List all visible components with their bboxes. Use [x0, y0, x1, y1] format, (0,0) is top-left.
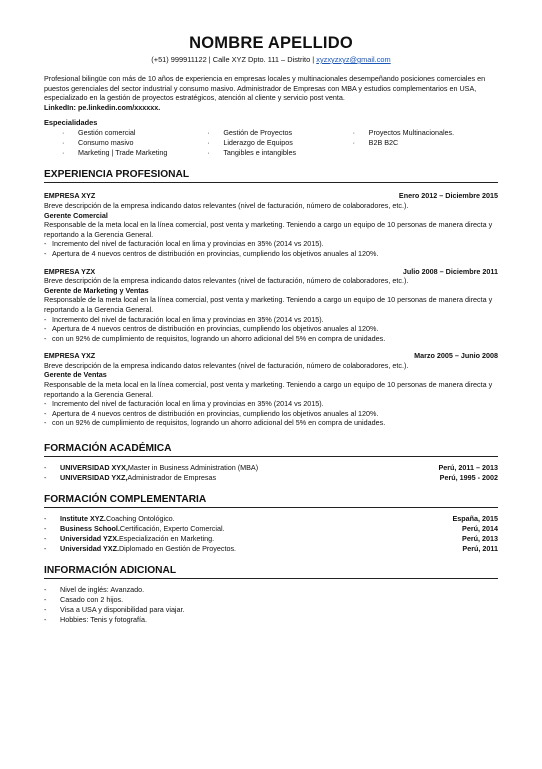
bullet-icon: - — [44, 534, 47, 544]
achievement-item: - con un 92% de cumplimiento de requisitos, logrando un ahorro adicional del 5% en compra de unidades. — [44, 418, 386, 428]
bullet-icon: - — [44, 399, 47, 409]
contact-line — [44, 55, 498, 65]
company-name: EMPRESA YXZ — [44, 351, 96, 361]
profile-summary — [44, 74, 498, 112]
education-section-title: FORMACIÓN ACADÉMICA — [44, 442, 498, 457]
bullet-icon: - — [44, 324, 47, 334]
bullet-icon: - — [44, 333, 47, 343]
additional-item: - Hobbies: Tenis y fotografía. — [44, 615, 147, 625]
job-header — [44, 191, 498, 201]
achievement-item: - Apertura de 4 nuevos centros de distribución en provincias, cumpliendo los objetivos anuales al 120%. — [44, 248, 379, 258]
bullet-icon: - — [44, 239, 47, 249]
additional-item: - Nivel de inglés: Avanzado. — [44, 585, 145, 595]
bullet-icon: · — [62, 138, 65, 148]
company-description: Breve descripción de la empresa indicando datos relevantes (nivel de facturación, número de colaboradores, etc.). — [44, 360, 409, 370]
bullet-icon: · — [62, 148, 65, 158]
bullet-icon: - — [44, 463, 47, 473]
bullet-icon: - — [44, 408, 47, 418]
course-name: Certificación, Experto Comercial. — [119, 524, 225, 534]
additional-item: - Casado con 2 hijos. — [44, 595, 124, 605]
additional-item: - Visa a USA y disponibilidad para viajar. — [44, 605, 185, 615]
course-name: Especialización en Marketing. — [118, 534, 215, 544]
job-role: Gerente de Ventas — [44, 370, 107, 380]
additional-section-title: INFORMACIÓN ADICIONAL — [44, 564, 498, 579]
education-item — [44, 463, 498, 473]
job-role: Gerente de Marketing y Ventas — [44, 285, 149, 295]
school-name: UNIVERSIDAD XYX, — [60, 463, 128, 473]
achievement-item: - Apertura de 4 nuevos centros de distribución en provincias, cumpliendo los objetivos anuales al 120%. — [44, 408, 379, 418]
education-item — [44, 473, 498, 483]
experience-section-title: EXPERIENCIA PROFESIONAL — [44, 168, 498, 183]
bullet-icon: · — [352, 138, 356, 148]
institution-name: Business School. — [60, 524, 120, 534]
candidate-name: NOMBRE APELLIDO — [189, 34, 353, 52]
bullet-icon: · — [352, 128, 356, 138]
institution-name: Universidad YZX. — [60, 534, 119, 544]
bullet-icon: - — [44, 595, 47, 605]
bullet-icon: · — [207, 128, 210, 138]
bullet-icon: - — [44, 514, 47, 524]
course-name: Coaching Ontológico. — [105, 514, 175, 524]
job-role: Gerente Comercial — [44, 210, 108, 220]
company-description: Breve descripción de la empresa indicando datos relevantes (nivel de facturación, número de colaboradores, etc.). — [44, 200, 409, 210]
course-item — [44, 514, 498, 524]
bullet-icon: - — [44, 544, 47, 554]
specialties-list — [62, 128, 498, 158]
bullet-icon: · — [62, 128, 65, 138]
course-name: Diplomado en Gestión de Proyectos. — [118, 544, 237, 554]
job-responsibility: Responsable de la meta local en la línea comercial, post venta y marketing. Teniendo a cargo un equipo de 10 personas de manera directa y reportando a la Gerencia General. — [44, 380, 493, 399]
job-dates: Marzo 2005 – Junio 2008 — [414, 351, 498, 361]
achievement-item: - con un 92% de cumplimiento de requisitos, logrando un ahorro adicional del 5% en compra de unidades. — [44, 333, 386, 343]
job-entry — [44, 351, 498, 428]
job-dates: Julio 2008 – Diciembre 2011 — [402, 266, 498, 276]
institution-name: Universidad YXZ. — [60, 544, 119, 554]
course-item — [44, 524, 498, 534]
degree-name: Administrador de Empresas — [127, 473, 217, 483]
degree-name: Master in Business Administration (MBA) — [127, 463, 259, 473]
bullet-icon: · — [207, 138, 210, 148]
complementary-list — [44, 514, 498, 554]
education-place-date: Perú, 2011 – 2013 — [438, 463, 498, 473]
institution-name: Institute XYZ. — [60, 514, 106, 524]
bullet-icon: - — [44, 585, 47, 595]
specialty-item: · Gestión comercial — [62, 128, 136, 138]
contact-details: (+51) 999911122 | Calle XYZ Dpto. 111 – Distrito | — [151, 55, 317, 64]
bullet-icon: - — [44, 605, 47, 615]
specialty-item: · B2B B2C — [352, 138, 399, 148]
course-place-date: Perú, 2011 — [462, 544, 498, 554]
job-responsibility: Responsable de la meta local en la línea comercial, post venta y marketing. Teniendo a cargo un equipo de 10 personas de manera directa y reportando a la Gerencia General. — [44, 295, 493, 314]
job-header — [44, 351, 498, 361]
course-place-date: Perú, 2013 — [462, 534, 498, 544]
company-name: EMPRESA XYZ — [44, 191, 96, 201]
additional-list — [44, 585, 498, 625]
company-description: Breve descripción de la empresa indicando datos relevantes (nivel de facturación, número de colaboradores, etc.). — [44, 276, 409, 286]
course-place-date: España, 2015 — [452, 514, 498, 524]
course-item — [44, 534, 498, 544]
specialty-item: · Proyectos Multinacionales. — [352, 128, 455, 138]
bullet-icon: - — [44, 473, 47, 483]
achievement-item: - Incremento del nivel de facturación local en lima y provincias en 35% (2014 vs 2015). — [44, 239, 324, 249]
achievement-item: - Incremento del nivel de facturación local en lima y provincias en 35% (2014 vs 2015). — [44, 399, 324, 409]
job-entry — [44, 267, 498, 344]
bullet-icon: · — [207, 148, 210, 158]
specialties-title: Especialidades — [44, 118, 98, 128]
school-name: UNIVERSIDAD YXZ, — [60, 473, 128, 483]
education-place-date: Perú, 1995 - 2002 — [439, 473, 498, 483]
email-link[interactable]: xyzxyzxyz@gmail.com — [316, 55, 391, 64]
bullet-icon: - — [44, 524, 47, 534]
job-dates: Enero 2012 – Diciembre 2015 — [398, 191, 498, 201]
course-place-date: Perú, 2014 — [462, 524, 498, 534]
specialty-item: · Tangibles e intangibles — [207, 148, 297, 158]
specialty-item: · Liderazgo de Equipos — [207, 138, 293, 148]
achievement-item: - Incremento del nivel de facturación local en lima y provincias en 35% (2014 vs 2015). — [44, 314, 324, 324]
specialty-item: · Consumo masivo — [62, 138, 134, 148]
education-list — [44, 463, 498, 483]
achievement-item: - Apertura de 4 nuevos centros de distribución en provincias, cumpliendo los objetivos anuales al 120%. — [44, 324, 379, 334]
specialty-item: · Gestión de Proyectos — [207, 128, 293, 138]
course-item — [44, 544, 498, 554]
complementary-section-title: FORMACIÓN COMPLEMENTARIA — [44, 493, 498, 508]
linkedin-line[interactable]: LinkedIn: pe.linkedin.com/xxxxxx. — [44, 102, 161, 112]
job-responsibility: Responsable de la meta local en la línea comercial, post venta y marketing. Teniendo a cargo un equipo de 10 personas de manera directa y reportando a la Gerencia General. — [44, 220, 493, 239]
specialty-item: · Marketing | Trade Marketing — [62, 148, 168, 158]
job-header — [44, 267, 498, 277]
company-name: EMPRESA YZX — [44, 266, 96, 276]
bullet-icon: - — [44, 418, 47, 428]
summary-text: Profesional bilingüe con más de 10 años de experiencia en empresas locales y multinacionales desempeñando posiciones comerciales en puestos gerenciales del sector industrial y consumo masivo. Administrador de Empresas con MBA y estudios complementarios en USA, especializado en la gestión de proyectos estratégicos, atención al cliente y servicio post venta. — [44, 74, 486, 103]
bullet-icon: - — [44, 314, 47, 324]
bullet-icon: - — [44, 615, 47, 625]
job-entry — [44, 191, 498, 258]
bullet-icon: - — [44, 248, 47, 258]
